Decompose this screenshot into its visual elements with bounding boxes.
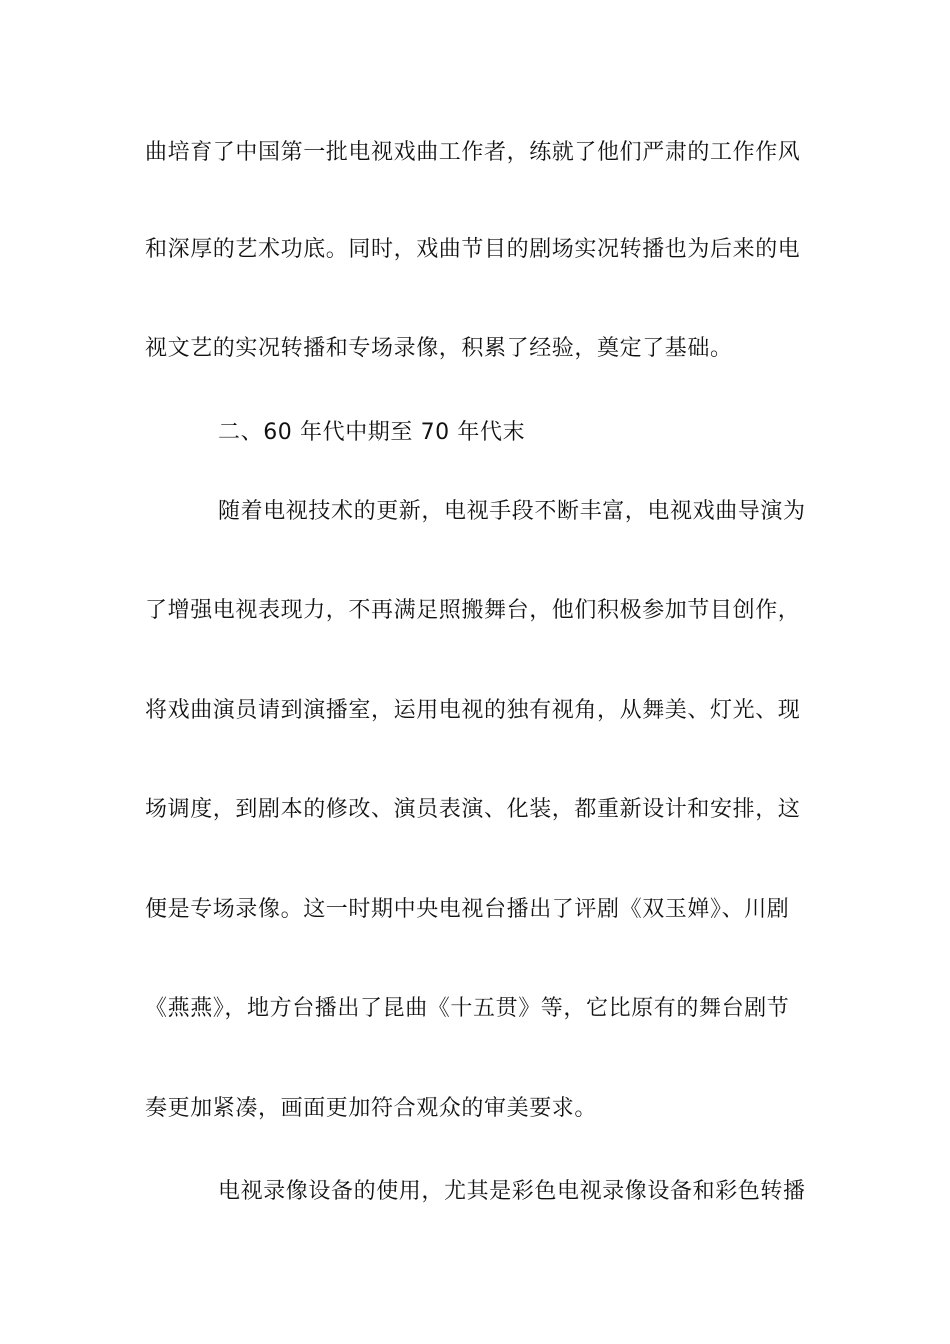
paragraph-line: 曲培育了中国第一批电视戏曲工作者，练就了他们严肃的工作作风 [145, 140, 801, 165]
paragraph-line: 便是专场录像。这一时期中央电视台播出了评剧《双玉婵》、川剧 [145, 897, 790, 922]
paragraph-line: 将戏曲演员请到演播室，运用电视的独有视角，从舞美、灯光、现 [145, 698, 801, 723]
paragraph-line: 《燕燕》，地方台播出了昆曲《十五贯》等，它比原有的舞台剧节 [145, 996, 790, 1021]
section-heading: 二、60 年代中期至 70 年代末 [218, 420, 526, 445]
paragraph-line: 电视录像设备的使用，尤其是彩色电视录像设备和彩色转播 [218, 1179, 806, 1204]
paragraph-line: 随着电视技术的更新，电视手段不断丰富，电视戏曲导演为 [218, 499, 806, 524]
paragraph-line: 了增强电视表现力，不再满足照搬舞台，他们积极参加节目创作， [145, 598, 801, 623]
paragraph-line: 视文艺的实况转播和专场录像，积累了经验，奠定了基础。 [145, 336, 733, 361]
paragraph-line: 场调度，到剧本的修改、演员表演、化装，都重新设计和安排，这 [145, 797, 801, 822]
paragraph-line: 奏更加紧凑，画面更加符合观众的审美要求。 [145, 1096, 598, 1121]
paragraph-line: 和深厚的艺术功底。同时，戏曲节目的剧场实况转播也为后来的电 [145, 237, 801, 262]
